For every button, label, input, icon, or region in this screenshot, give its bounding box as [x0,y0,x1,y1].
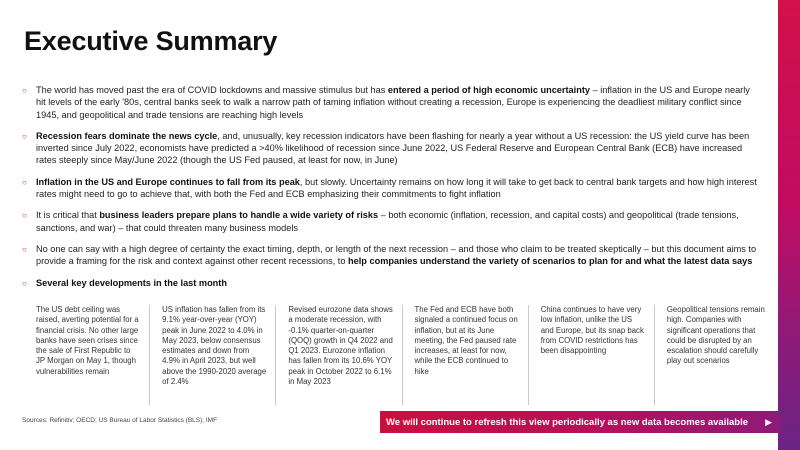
bullet-text: No one can say with a high degree of certainty the exact timing, depth, or length of the next recession – and those who claim to be treated skeptically – but this document aims to provide a framing for the risk and context against other recent recessions, to [36,243,757,267]
refresh-banner-link[interactable] [380,411,780,433]
bullet-scenarios [22,243,762,268]
bullet-text: It is critical that [36,210,100,221]
key-developments-columns [24,305,780,405]
bullet-text: , and, unusually, key recession indicators have been flashing for nearly a year without a US recession: the US yield curve has been inverted since July 2022, economists have predicted a >40% likelihood of recession since June 2022, US Federal Reserve and European Central Bank (ECB) have increased rates steeply since May/June 2022 (though the US Fed paused, at least for now, in June) [36,130,750,166]
bullet-text: , but slowly. Uncertainty remains on how long it will take to get back to central bank targets and how high interest rates might need to go to achieve that, with both the Fed and ECB emphasizing their commitments to fight inflation [36,176,757,200]
bullet-economic-uncertainty [22,84,762,121]
bullet-marker-icon: ○ [22,211,27,221]
development-china: China continues to have very low inflation, unlike the US and Europe, but its snap back from COVID restrictions has been disappointing [528,305,654,405]
bullet-bold-text: Several key developments in the last month [36,277,227,288]
bullet-bold-text: business leaders prepare plans to handle a wide variety of risks [99,210,379,221]
bullet-bold-text: Recession fears dominate the news cycle [36,130,218,141]
bullet-marker-icon: ○ [22,278,27,288]
bullet-inflation [22,176,762,201]
bullet-bold-text: Inflation in the US and Europe continues to fall from its peak [36,176,300,187]
bullet-marker-icon: ○ [22,131,27,141]
sources-footnote: Sources: Refinitiv; OECD; US Bureau of Labor Statistics (BLS); IMF [22,417,218,424]
development-us-inflation: US inflation has fallen from its 9.1% year-over-year (YOY) peak in June 2022 to 4.0% in May 2023, below consensus estimates and down from 4.9% in April 2023, but well above the 1990-2020 average of 2.4% [149,305,275,405]
bullet-text: – both economic (inflation, recession, and capital costs) and geopolitical (trade tensions, sanctions, and war) – that could threaten many business models [36,210,739,233]
summary-bullet-list [22,84,762,298]
bullet-bold-text: help companies understand the variety of scenarios to plan for and what the latest data says [348,256,753,267]
development-debt-ceiling: The US debt ceiling was raised, averting potential for a financial crisis. No other large banks have seen crises since the sale of First Republic to JP Morgan on May 1, though vulnerabilities remain [36,305,139,376]
bullet-bold-text: entered a period of high economic uncertainty [387,85,591,95]
development-eurozone: Revised eurozone data shows a moderate recession, with -0.1% quarter-on-quarter (QOQ) growth in Q4 2022 and Q1 2023. Eurozone inflation has fallen from its 10.6% YOY peak in October 2022 to 6.1% in May 2023 [275,305,401,405]
refresh-banner-text: We will continue to refresh this view periodically as new data becomes available [386,416,749,428]
page-title: Executive Summary [24,26,278,56]
bullet-marker-icon: ○ [22,244,27,254]
bullet-key-developments [22,277,762,289]
development-fed-ecb: The Fed and ECB have both signaled a continued focus on inflation, but at its June meeting, the Fed paused rate increases, at least for now, while the ECB continued to hike [402,305,528,405]
bullet-text: – inflation in the US and Europe nearly hit levels of the early '80s, central banks seek to walk a narrow path of taming inflation without creating a recession, Europe is experiencing the deadliest military conflict since 1945, and geopolitical and trade tensions are reaching high levels [36,85,750,120]
bullet-text: The world has moved past the era of COVID lockdowns and massive stimulus but has [36,85,388,95]
bullet-recession-fears [22,130,762,167]
bullet-prepare-plans [22,209,762,234]
bullet-marker-icon: ○ [22,177,27,187]
development-geopolitics: Geopolitical tensions remain high. Companies with significant operations that could be disrupted by an escalation should carefully play out scenarios [654,305,780,405]
bullet-marker-icon: ○ [22,86,27,95]
play-arrow-icon: ▶ [765,416,772,427]
decorative-side-bar [778,0,800,450]
